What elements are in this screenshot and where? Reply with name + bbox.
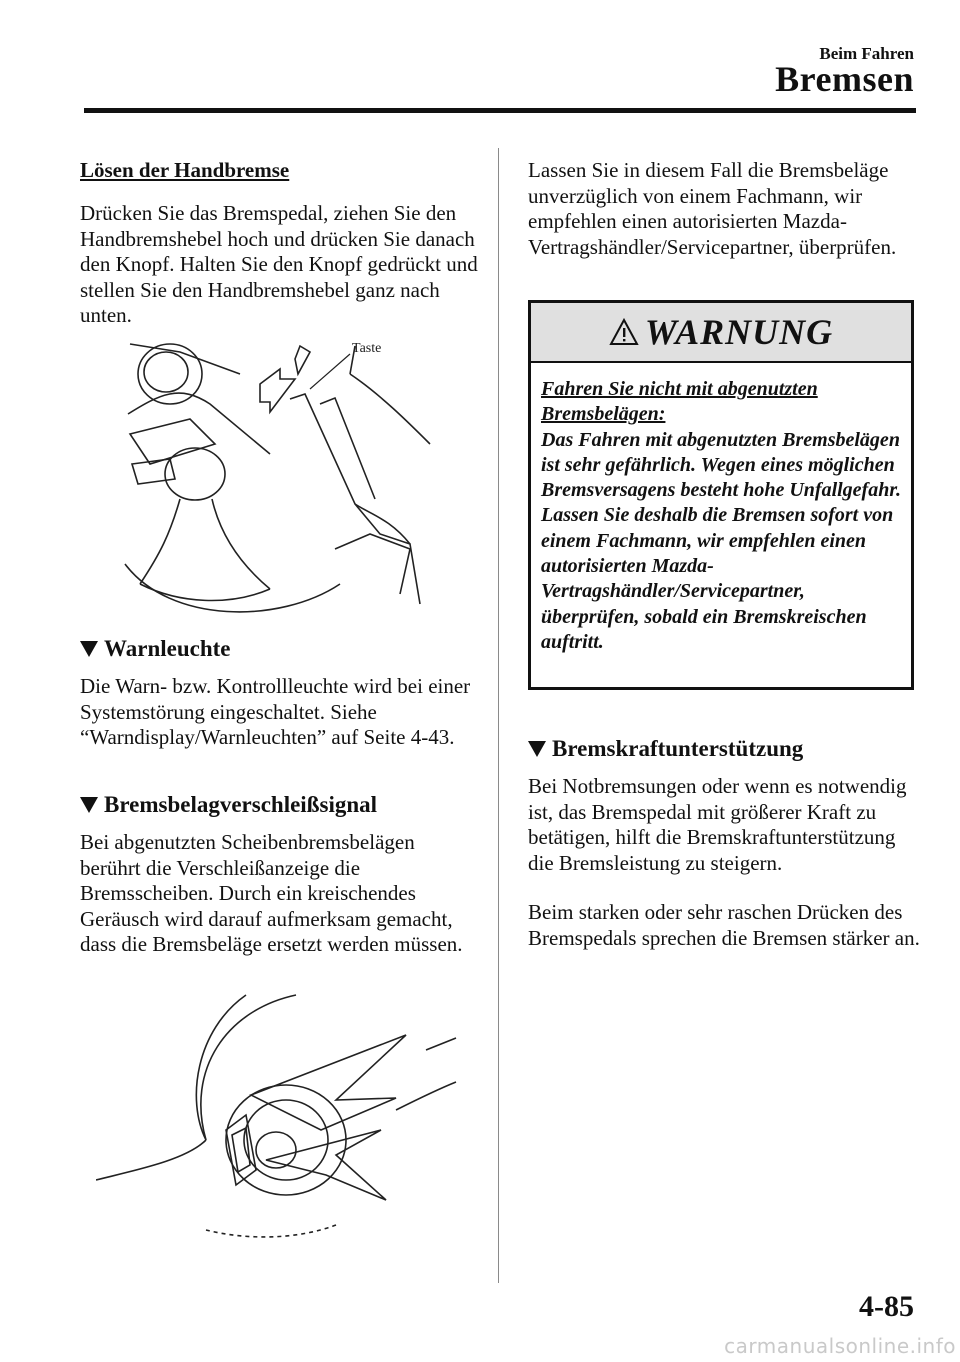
assist-heading xyxy=(528,736,920,762)
warnleuchte-text: Die Warn- bzw. Kontrollleuchte wird bei einer Systemstörung eingeschaltet. Siehe “Warndisplay/Warnleuchten” auf Seite 4-43. xyxy=(80,674,471,749)
verschleiss-text: Bei abgenutzten Scheibenbremsbelägen berührt die Verschleißanzeige die Bremsscheiben. Durch ein kreischendes Geräusch wird darauf aufmerksam gemacht, dass die Bremsbeläge ersetzt werden müssen. xyxy=(80,830,463,956)
watermark: carmanualsonline.info xyxy=(724,1334,956,1358)
assist-section xyxy=(528,736,920,951)
header-section-label: Beim Fahren xyxy=(819,44,914,63)
assist-text-1: Bei Notbremsungen oder wenn es notwendig ist, das Bremspedal mit größerer Kraft zu betätigen, hilft die Bremskraftunterstützung die Bremsleistung zu steigern. xyxy=(528,774,907,875)
verschleiss-heading xyxy=(80,792,480,818)
warnleuchte-section xyxy=(80,636,480,751)
handbrake-illustration xyxy=(120,334,440,624)
warnleuchte-heading xyxy=(80,636,480,662)
verschleiss-section xyxy=(80,792,480,958)
brake-disc-illustration xyxy=(96,990,466,1250)
warning-subtitle: Fahren Sie nicht mit abgenutzten Bremsbelägen: xyxy=(541,378,818,426)
verschleiss-heading-text: Bremsbelagverschleißsignal xyxy=(104,792,378,817)
triangle-bullet-icon xyxy=(80,797,98,813)
assist-heading-text: Bremskraftunterstützung xyxy=(552,736,804,761)
figure1-label: Taste xyxy=(352,341,382,356)
page-title: Bremsen xyxy=(775,59,914,99)
warnleuchte-heading-text: Warnleuchte xyxy=(104,636,231,661)
right-column xyxy=(528,158,920,260)
intro-text: Lassen Sie in diesem Fall die Bremsbeläge unverzüglich von einem Fachmann, wir empfehlen einen autorisierten Mazda-Vertragshändler/Servicepartner, überprüfen. xyxy=(528,158,897,259)
column-divider xyxy=(498,148,499,1283)
page-number: 4-85 xyxy=(859,1290,914,1323)
triangle-bullet-icon xyxy=(80,641,98,657)
left-column xyxy=(80,158,480,329)
warning-title: WARNUNG xyxy=(644,312,834,352)
assist-text-2: Beim starken oder sehr raschen Drücken des Bremspedals sprechen die Bremsen stärker an. xyxy=(528,900,920,950)
header-rule xyxy=(84,108,916,113)
warning-triangle-icon xyxy=(609,318,639,346)
warning-body xyxy=(531,363,911,655)
handbrake-heading: Lösen der Handbremse xyxy=(80,158,290,182)
warning-box xyxy=(528,300,914,690)
handbrake-text: Drücken Sie das Bremspedal, ziehen Sie den Handbremshebel hoch und drücken Sie danach den Knopf. Halten Sie den Knopf gedrückt und stellen Sie den Handbremshebel ganz nach unten. xyxy=(80,201,478,327)
warning-header xyxy=(531,303,911,363)
warning-text: Das Fahren mit abgenutzten Bremsbelägen ist sehr gefährlich. Wegen eines möglichen Bremsversagens besteht hohe Unfallgefahr. Lassen Sie deshalb die Bremsen sofort von einem Fachmann, wir empfehlen einen autorisierten Mazda-Vertragshändler/Servicepartner, überprüfen, sobald ein Bremskreischen auftritt. xyxy=(541,428,902,653)
triangle-bullet-icon xyxy=(528,741,546,757)
